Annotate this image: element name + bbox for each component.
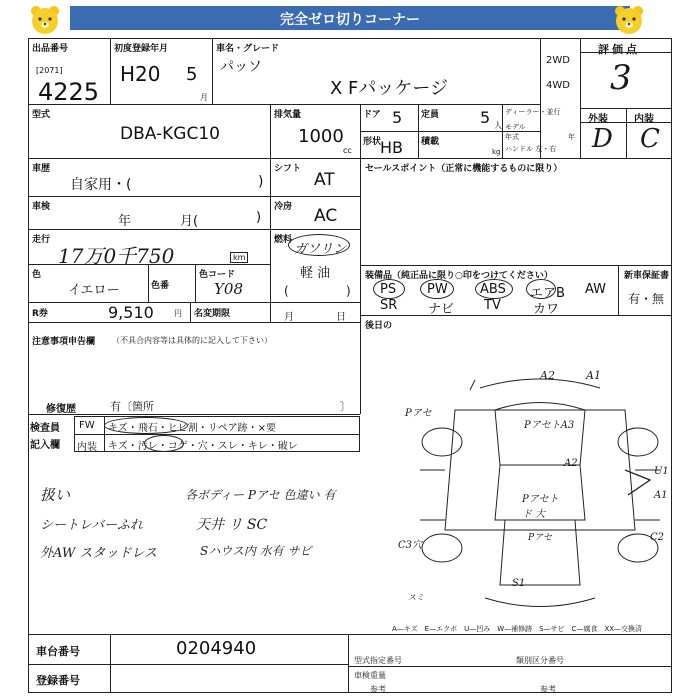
modelyear-label2: 年式 xyxy=(505,133,519,141)
diag-a2-top: A2 xyxy=(540,369,555,382)
equip-pw: PW xyxy=(427,282,448,297)
inspect-month: 月( xyxy=(180,214,199,229)
score-label: 評価点 xyxy=(598,43,640,56)
shift-label: シフト xyxy=(274,164,302,174)
diag-pase-bottom: Pアセ xyxy=(528,533,552,543)
shift-value: AT xyxy=(314,170,335,190)
recycle-label: R券 xyxy=(32,309,48,319)
modelyear-label1: モデル xyxy=(505,123,526,131)
warranty-label: 新車保証書 xyxy=(624,271,670,281)
bear-mascot-right xyxy=(612,4,646,36)
warranty-value: 有・無 xyxy=(628,292,665,306)
handnote-3: 外AW スタッドレス xyxy=(40,546,157,561)
equip-airbag-circle xyxy=(526,279,556,299)
kensa-fw-circle xyxy=(104,417,188,434)
diag-c3: C3穴 xyxy=(398,540,423,551)
disp-unit: cc xyxy=(343,146,352,155)
repair-value: 有〔箇所 xyxy=(110,400,154,413)
kensa-fw-items: キズ・飛石・ヒビ割・リペア跡・×要 xyxy=(108,423,276,434)
equip-ps: PS xyxy=(380,282,397,297)
drive-2wd: 2WD xyxy=(546,55,570,66)
chassis-label: 車台番号 xyxy=(36,645,80,658)
disp-label: 排気量 xyxy=(274,110,302,120)
car-label: 車名・グレード xyxy=(216,44,280,54)
fuel-gas: ガソリン xyxy=(294,242,347,257)
dealer-label: ディーラー・並行 xyxy=(505,108,561,116)
load-label: 積載 xyxy=(421,137,440,147)
equip-leather: カワ xyxy=(533,302,560,317)
load-unit: kg xyxy=(492,148,501,156)
notes-label: 後日の xyxy=(365,321,393,331)
inspect-label: 車検 xyxy=(32,202,51,212)
kensa-nai: 内装 xyxy=(77,442,97,453)
reg-month-unit: 月 xyxy=(200,93,208,102)
kensa-fw: FW xyxy=(79,420,95,431)
equip-label: 装備品（純正品に限り○印をつけてください） xyxy=(365,271,553,281)
meigi-month: 月 xyxy=(284,312,294,323)
color-no-label: 色番 xyxy=(151,281,170,291)
inspect-close: ) xyxy=(256,210,262,225)
equip-ps-circle xyxy=(373,279,405,299)
score-int-label: 内装 xyxy=(634,114,654,125)
color-code: Y08 xyxy=(214,280,243,298)
repair-label: 修復歴 xyxy=(46,404,76,415)
diag-sumi: スミ xyxy=(408,593,424,602)
doors-value: 5 xyxy=(392,108,403,127)
equip-abs-circle xyxy=(475,279,513,299)
model-label: 型式 xyxy=(32,110,51,120)
color-value: イエロー xyxy=(68,283,120,298)
color-label: 色 xyxy=(32,270,42,280)
shape-label: 形状 xyxy=(363,137,382,147)
meigi-label: 名変期限 xyxy=(194,309,231,319)
equip-sr: SR xyxy=(380,298,398,313)
diag-a1-top: A1 xyxy=(586,369,601,382)
inspect-year: 年 xyxy=(118,214,132,229)
history-label: 車歴 xyxy=(32,164,51,174)
lot-number: 4225 xyxy=(38,78,100,106)
diag-pase-a3: PアセトA3 xyxy=(524,420,575,431)
damage-legend: A—キズ E—エクボ U—凹み W—補修跡 S—サビ C—腐食 XX—交換済 xyxy=(392,625,643,633)
aircon-label: 冷房 xyxy=(274,202,293,212)
caution-label: 注意事項申告欄 xyxy=(32,337,96,347)
caution-note: （不具合内容等は具体的に記入して下さい） xyxy=(112,336,272,345)
score-ext-label: 外装 xyxy=(588,114,608,125)
seats-unit: 人 xyxy=(494,121,502,130)
car-name: パッソ xyxy=(220,59,262,75)
disp-value: 1000 xyxy=(298,126,344,147)
mileage-label: 走行 xyxy=(32,235,51,245)
equip-pw-circle xyxy=(420,279,454,299)
equip-navi: ナビ xyxy=(428,302,455,317)
diag-u1: U1 xyxy=(654,466,669,477)
chassis-value: 0204940 xyxy=(176,638,257,659)
score-int: C xyxy=(640,124,660,154)
lot-label: 出品番号 xyxy=(32,44,69,54)
handle-label: ハンドル 左・右 xyxy=(505,145,557,153)
reg-era: H20 xyxy=(120,62,161,86)
shape-value: HB xyxy=(380,138,404,157)
model-value: DBA-KGC10 xyxy=(120,124,220,144)
fuel-diesel: 軽 油 xyxy=(300,266,331,281)
equip-abs: ABS xyxy=(480,282,506,297)
reg-label: 初度登録年月 xyxy=(114,44,169,54)
handnote-5: 天井 リ SC xyxy=(196,517,268,533)
score-value: 3 xyxy=(610,58,632,98)
form-sanko1: 参考 xyxy=(370,685,386,694)
handnote-6: Sハウス内 水有 サビ xyxy=(200,544,312,558)
mileage-unit: km xyxy=(230,252,248,263)
doors-label: ドア xyxy=(363,110,381,120)
diag-pase-left: Pアセ xyxy=(405,408,432,419)
bear-mascot-left xyxy=(28,4,62,36)
diag-s1: S1 xyxy=(512,578,526,589)
fuel-paren-open: ( xyxy=(284,284,289,298)
repair-close: 〕 xyxy=(340,400,351,413)
history-value: 自家用・( xyxy=(70,177,132,193)
form-juryo: 車検重量 xyxy=(354,671,386,680)
toroku-label: 登録番号 xyxy=(36,674,80,687)
equip-tv: TV xyxy=(484,298,501,313)
mileage-value: 17万0千750 xyxy=(58,244,175,268)
fuel-label: 燃料 xyxy=(274,235,293,245)
diag-a1-right: A1 xyxy=(654,490,668,501)
aircon-value: AC xyxy=(314,206,338,226)
history-close: ) xyxy=(258,174,264,190)
equip-airbag: エアB xyxy=(530,286,565,301)
score-ext: D xyxy=(592,124,613,154)
equip-aw: AW xyxy=(585,282,607,297)
reg-month: 5 xyxy=(186,64,198,85)
diag-a2: A2 xyxy=(564,458,578,469)
modelyear-unit: 年 xyxy=(568,133,575,141)
form-ruibetsu: 類別区分番号 xyxy=(516,656,564,665)
kensa-nai-circle xyxy=(144,435,184,452)
car-grade: X Fパッケージ xyxy=(330,78,449,99)
meigi-day: 日 xyxy=(336,312,346,323)
kensa-nai-items: キズ・汚レ・コゲ・穴・スレ・キレ・破レ xyxy=(108,441,298,452)
sales-label: セールスポイント（正常に機能するものに限り） xyxy=(365,164,563,174)
seats-label: 定員 xyxy=(421,110,440,120)
form-sanko2: 参考 xyxy=(540,685,556,694)
drive-4wd: 4WD xyxy=(546,80,570,91)
diag-pase-big: Pアセトド 大 xyxy=(522,494,559,520)
fuel-paren-close: ) xyxy=(346,284,351,298)
kensa-label1: 検査員 xyxy=(30,423,60,434)
kensa-label2: 記入欄 xyxy=(30,440,60,451)
diag-c2: C2 xyxy=(650,532,665,543)
handnote-1: 扱い xyxy=(40,486,71,504)
handnote-4: 各ボディー Pアセ 色違い 有 xyxy=(185,488,336,502)
lot-sub: [2071] xyxy=(36,66,63,75)
recycle-unit: 円 xyxy=(174,309,182,318)
seats-value: 5 xyxy=(480,108,491,127)
form-katashiki: 型式指定番号 xyxy=(354,656,402,665)
fuel-gas-circle xyxy=(288,234,350,256)
recycle-value: 9,510 xyxy=(108,303,154,322)
banner-title: 完全ゼロ切りコーナー xyxy=(280,12,420,28)
color-code-label: 色コード xyxy=(199,270,236,280)
handnote-2: シートレバーふれ xyxy=(40,518,143,533)
